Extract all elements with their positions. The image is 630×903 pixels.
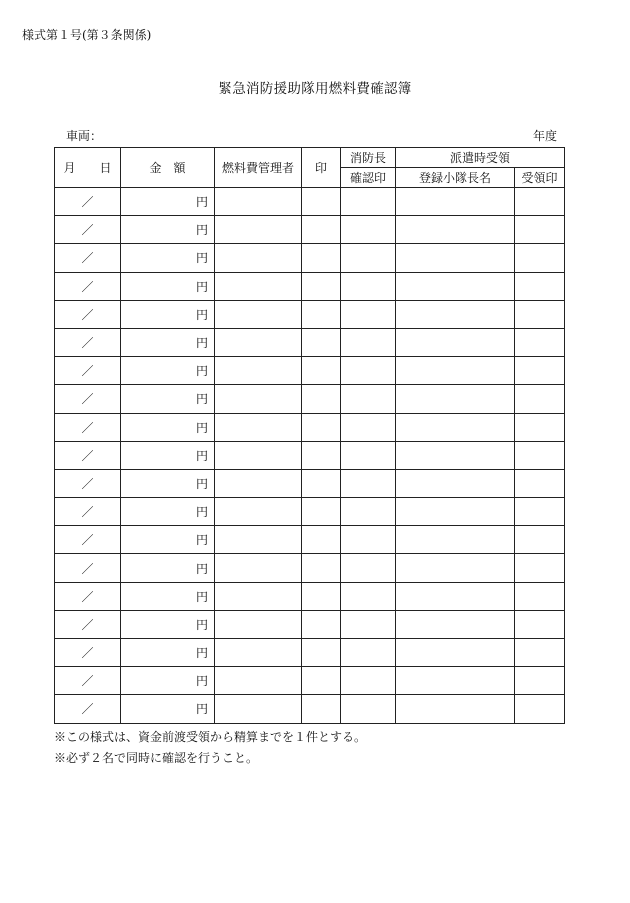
leader-name-cell[interactable] <box>396 526 515 554</box>
fuel-manager-cell[interactable] <box>215 667 302 695</box>
amount-cell[interactable]: 円 <box>121 639 215 667</box>
header-dispatch-receipt: 派遣時受領 <box>396 148 565 168</box>
chief-confirm-cell[interactable] <box>341 667 396 695</box>
amount-cell[interactable]: 円 <box>121 244 215 272</box>
fuel-manager-cell[interactable] <box>215 526 302 554</box>
receipt-seal-cell[interactable] <box>515 413 565 441</box>
table-row <box>55 357 565 385</box>
fuel-manager-cell[interactable] <box>215 695 302 723</box>
leader-name-cell[interactable] <box>396 272 515 300</box>
date-cell[interactable]: ／ <box>55 272 121 300</box>
page-title: 緊急消防援助隊用燃料費確認簿 <box>218 81 412 97</box>
seal-cell[interactable] <box>302 582 341 610</box>
seal-cell[interactable] <box>302 244 341 272</box>
chief-confirm-cell[interactable] <box>341 695 396 723</box>
amount-cell[interactable]: 円 <box>121 328 215 356</box>
note-settlement: ※この様式は、資金前渡受領から精算までを１件とする。 <box>54 730 367 744</box>
amount-cell[interactable]: 円 <box>121 413 215 441</box>
receipt-seal-cell[interactable] <box>515 441 565 469</box>
fuel-manager-cell[interactable] <box>215 610 302 638</box>
date-cell[interactable]: ／ <box>55 300 121 328</box>
seal-cell[interactable] <box>302 328 341 356</box>
header-chief-top: 消防長 <box>341 148 396 168</box>
seal-cell[interactable] <box>302 469 341 497</box>
seal-cell[interactable] <box>302 554 341 582</box>
receipt-seal-cell[interactable] <box>515 554 565 582</box>
table-row <box>55 272 565 300</box>
date-cell[interactable]: ／ <box>55 695 121 723</box>
amount-cell[interactable]: 円 <box>121 469 215 497</box>
fuel-manager-cell[interactable] <box>215 554 302 582</box>
amount-cell[interactable]: 円 <box>121 357 215 385</box>
date-cell[interactable]: ／ <box>55 469 121 497</box>
leader-name-cell[interactable] <box>396 216 515 244</box>
receipt-seal-cell[interactable] <box>515 244 565 272</box>
fuel-manager-cell[interactable] <box>215 244 302 272</box>
fuel-manager-cell[interactable] <box>215 328 302 356</box>
date-cell[interactable]: ／ <box>55 441 121 469</box>
table-row <box>55 526 565 554</box>
date-cell[interactable]: ／ <box>55 357 121 385</box>
chief-confirm-cell[interactable] <box>341 554 396 582</box>
fuel-manager-cell[interactable] <box>215 272 302 300</box>
form-number-label: 様式第１号(第３条関係) <box>22 28 152 42</box>
leader-name-cell[interactable] <box>396 639 515 667</box>
date-cell[interactable]: ／ <box>55 413 121 441</box>
receipt-seal-cell[interactable] <box>515 610 565 638</box>
amount-cell[interactable]: 円 <box>121 695 215 723</box>
amount-cell[interactable]: 円 <box>121 272 215 300</box>
seal-cell[interactable] <box>302 385 341 413</box>
fuel-manager-cell[interactable] <box>215 639 302 667</box>
fuel-manager-cell[interactable] <box>215 385 302 413</box>
leader-name-cell[interactable] <box>396 667 515 695</box>
receipt-seal-cell[interactable] <box>515 695 565 723</box>
table-row <box>55 498 565 526</box>
seal-cell[interactable] <box>302 498 341 526</box>
fuel-manager-cell[interactable] <box>215 498 302 526</box>
amount-cell[interactable]: 円 <box>121 610 215 638</box>
fuel-manager-cell[interactable] <box>215 216 302 244</box>
receipt-seal-cell[interactable] <box>515 469 565 497</box>
table-row <box>55 216 565 244</box>
header-fuel-manager: 燃料費管理者 <box>215 148 302 188</box>
leader-name-cell[interactable] <box>396 413 515 441</box>
header-date: 月 日 <box>55 148 121 188</box>
header-receipt-seal: 受領印 <box>515 168 565 188</box>
table-row <box>55 639 565 667</box>
seal-cell[interactable] <box>302 695 341 723</box>
leader-name-cell[interactable] <box>396 188 515 216</box>
fuel-manager-cell[interactable] <box>215 441 302 469</box>
chief-confirm-cell[interactable] <box>341 582 396 610</box>
leader-name-cell[interactable] <box>396 582 515 610</box>
leader-name-cell[interactable] <box>396 300 515 328</box>
fuel-cost-log-table <box>54 147 565 724</box>
chief-confirm-cell[interactable] <box>341 498 396 526</box>
seal-cell[interactable] <box>302 272 341 300</box>
leader-name-cell[interactable] <box>396 554 515 582</box>
receipt-seal-cell[interactable] <box>515 272 565 300</box>
receipt-seal-cell[interactable] <box>515 357 565 385</box>
seal-cell[interactable] <box>302 300 341 328</box>
table-row <box>55 441 565 469</box>
receipt-seal-cell[interactable] <box>515 328 565 356</box>
receipt-seal-cell[interactable] <box>515 188 565 216</box>
amount-cell[interactable]: 円 <box>121 441 215 469</box>
note-two-person-check: ※必ず２名で同時に確認を行うこと。 <box>54 751 259 765</box>
table-row <box>55 469 565 497</box>
table-row <box>55 667 565 695</box>
seal-cell[interactable] <box>302 357 341 385</box>
chief-confirm-cell[interactable] <box>341 413 396 441</box>
date-cell[interactable]: ／ <box>55 328 121 356</box>
date-cell[interactable]: ／ <box>55 526 121 554</box>
fuel-manager-cell[interactable] <box>215 469 302 497</box>
receipt-seal-cell[interactable] <box>515 498 565 526</box>
leader-name-cell[interactable] <box>396 695 515 723</box>
table-row <box>55 300 565 328</box>
seal-cell[interactable] <box>302 413 341 441</box>
chief-confirm-cell[interactable] <box>341 272 396 300</box>
date-cell[interactable]: ／ <box>55 554 121 582</box>
seal-cell[interactable] <box>302 526 341 554</box>
amount-cell[interactable]: 円 <box>121 188 215 216</box>
receipt-seal-cell[interactable] <box>515 385 565 413</box>
table-row <box>55 554 565 582</box>
header-leader-name: 登録小隊長名 <box>396 168 515 188</box>
chief-confirm-cell[interactable] <box>341 188 396 216</box>
seal-cell[interactable] <box>302 216 341 244</box>
amount-cell[interactable]: 円 <box>121 667 215 695</box>
amount-cell[interactable]: 円 <box>121 216 215 244</box>
receipt-seal-cell[interactable] <box>515 526 565 554</box>
table-row <box>55 328 565 356</box>
header-seal: 印 <box>302 148 341 188</box>
receipt-seal-cell[interactable] <box>515 216 565 244</box>
chief-confirm-cell[interactable] <box>341 526 396 554</box>
chief-confirm-cell[interactable] <box>341 610 396 638</box>
fuel-manager-cell[interactable] <box>215 357 302 385</box>
chief-confirm-cell[interactable] <box>341 216 396 244</box>
header-chief-confirm: 確認印 <box>341 168 396 188</box>
receipt-seal-cell[interactable] <box>515 639 565 667</box>
amount-cell[interactable]: 円 <box>121 498 215 526</box>
leader-name-cell[interactable] <box>396 498 515 526</box>
fuel-manager-cell[interactable] <box>215 413 302 441</box>
seal-cell[interactable] <box>302 639 341 667</box>
leader-name-cell[interactable] <box>396 441 515 469</box>
receipt-seal-cell[interactable] <box>515 300 565 328</box>
leader-name-cell[interactable] <box>396 610 515 638</box>
chief-confirm-cell[interactable] <box>341 385 396 413</box>
leader-name-cell[interactable] <box>396 357 515 385</box>
amount-cell[interactable]: 円 <box>121 526 215 554</box>
table-row <box>55 385 565 413</box>
seal-cell[interactable] <box>302 441 341 469</box>
fiscal-year-label: 年度 <box>533 129 558 143</box>
table-row <box>55 610 565 638</box>
table-row <box>55 188 565 216</box>
date-cell[interactable]: ／ <box>55 216 121 244</box>
table-row <box>55 582 565 610</box>
date-cell[interactable]: ／ <box>55 244 121 272</box>
fuel-manager-cell[interactable] <box>215 300 302 328</box>
date-cell[interactable]: ／ <box>55 610 121 638</box>
fuel-manager-cell[interactable] <box>215 188 302 216</box>
date-cell[interactable]: ／ <box>55 385 121 413</box>
seal-cell[interactable] <box>302 667 341 695</box>
leader-name-cell[interactable] <box>396 328 515 356</box>
table-row <box>55 413 565 441</box>
date-cell[interactable]: ／ <box>55 582 121 610</box>
table-row <box>55 244 565 272</box>
leader-name-cell[interactable] <box>396 244 515 272</box>
chief-confirm-cell[interactable] <box>341 441 396 469</box>
date-cell[interactable]: ／ <box>55 498 121 526</box>
date-cell[interactable]: ／ <box>55 188 121 216</box>
vehicle-label: 車両： <box>66 129 103 143</box>
date-cell[interactable]: ／ <box>55 639 121 667</box>
header-amount: 金 額 <box>121 148 215 188</box>
amount-cell[interactable]: 円 <box>121 300 215 328</box>
receipt-seal-cell[interactable] <box>515 667 565 695</box>
chief-confirm-cell[interactable] <box>341 244 396 272</box>
chief-confirm-cell[interactable] <box>341 300 396 328</box>
leader-name-cell[interactable] <box>396 469 515 497</box>
chief-confirm-cell[interactable] <box>341 357 396 385</box>
amount-cell[interactable]: 円 <box>121 554 215 582</box>
table-row <box>55 695 565 723</box>
fuel-manager-cell[interactable] <box>215 582 302 610</box>
seal-cell[interactable] <box>302 188 341 216</box>
seal-cell[interactable] <box>302 610 341 638</box>
amount-cell[interactable]: 円 <box>121 385 215 413</box>
amount-cell[interactable]: 円 <box>121 582 215 610</box>
chief-confirm-cell[interactable] <box>341 328 396 356</box>
chief-confirm-cell[interactable] <box>341 639 396 667</box>
leader-name-cell[interactable] <box>396 385 515 413</box>
chief-confirm-cell[interactable] <box>341 469 396 497</box>
receipt-seal-cell[interactable] <box>515 582 565 610</box>
date-cell[interactable]: ／ <box>55 667 121 695</box>
